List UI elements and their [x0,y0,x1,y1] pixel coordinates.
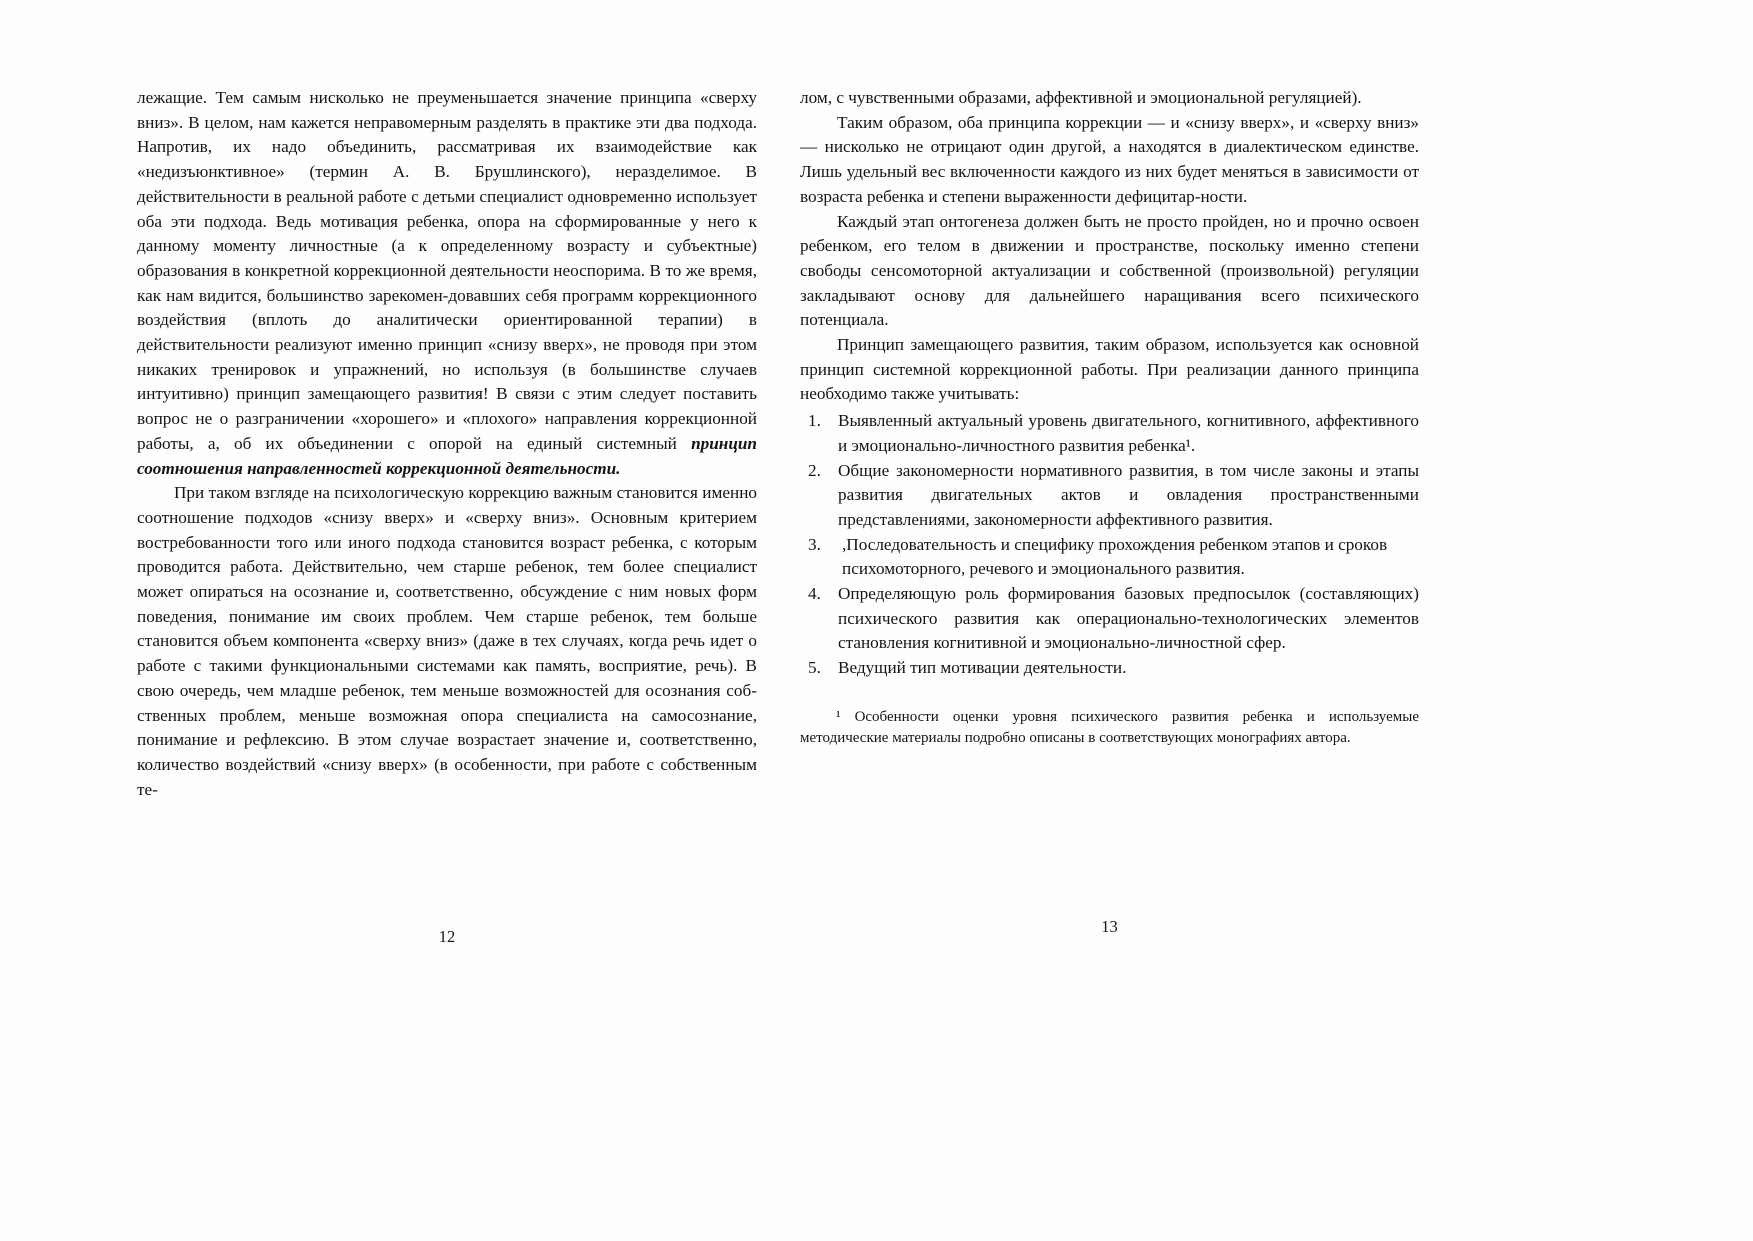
paragraph: Каждый этап онтогенеза должен быть не просто пройден, но и прочно освоен ребенком, его телом в движении и пространстве, поскольку именно степени свободы сенсомоторной актуализации и собственной (произвольной) регуляции закладывают основу для дальнейшего наращивания всего психического потенциала. [800,211,1419,330]
paragraph-text: лежащие. Тем самым нисколько не преуменьшается значение принципа «сверху вниз». В целом, нам кажется неправомерным разделять в практике эти два подхода. Напротив, их надо объединить, рассматривая их взаимодействие как «недизъюнктивное» (термин А. В. Брушлинского), неразделимое. В действительности в реальной работе с детьми специалист одновременно использует оба эти подхода. Ведь мотивация ребенка, опора на сформированные у него к данному моменту личностные (а к определенному возрасту и субъектные) образования в конкретной коррекционной деятельности неоспорима. В то же время, как нам видится, большинство зарекомен-довавших себя программ коррекционного воздействия (вплоть до аналитически ориентированной терапии) в действительности реализуют именно принцип «снизу вверх», не проводя при этом никаких тренировок и упражнений, но используя (в большинстве случаев интуитивно) принцип замещающего развития! В связи с этим следует поставить вопрос не о разграничении «хорошего» и «плохого» направления коррекционной работы, а, об их объединении с опорой на единый системный [137,88,757,453]
page-number: 12 [438,927,456,946]
list-item [800,409,1419,458]
paragraph: При таком взгляде на психологическую коррекцию важным становится именно соотношение подходов «снизу вверх» и «сверху вниз». Основным критерием востребованности того или иного подхода становится возраст ребенка, с которым проводится работа. Действительно, чем старше ребенок, тем более специалист может опираться на осознание и, соответственно, обсуждение с ним новых форм поведения, понимание им своих проблем. Чем старше ребенок, тем больше становится объем компонента «сверху вниз» (даже в тех случаях, когда речь идет о работе с такими функциональными системами как память, восприятие, речь). В свою очередь, чем младше ребенок, тем меньше возможностей для осознания соб-ственных проблем, меньше возможная опора специалиста на самосознание, понимание и рефлексию. В этом случае возрастает значение и, соответственно, количество воздействий «снизу вверх» (в особенности, при работе с собственным те- [137,483,757,799]
list-item [800,459,1419,533]
emphasis-text: принцип соотношения направленностей коррекционной деятельности. [137,433,757,478]
list-item-number: 3. [808,534,821,554]
list-item-text: Ведущий тип мотивации деятельности. [838,658,1127,678]
page-number: 13 [1101,917,1118,936]
paragraph: лом, с чувственными образами, аффективной и эмоциональной регуляцией). [800,88,1362,107]
list-item [800,582,1419,656]
list-item-text: Общие закономерности нормативного развития, в том числе законы и этапы развития двигательных актов и овладения пространственными представлениями, закономерности аффективного развития. [838,460,1419,529]
footnote: ¹ Особенности оценки уровня психического развития ребенка и используемые методические материалы подробно описаны в соответствующих монографиях автора. [800,708,1419,747]
list-item-number: 2. [808,460,821,480]
list-item-number: 5. [808,658,821,678]
paragraph [137,86,757,481]
list-item-text: Определяющую роль формирования базовых предпосылок (составляющих) психического развития как операционально-технологических элементов становления когнитивной и эмоционально-личностной сфер. [838,584,1419,653]
list-item [800,533,1419,582]
paragraph: Принцип замещающего развития, таким образом, используется как основной принцип системной коррекционной работы. При реализации данного принципа необходимо также учитывать: [800,335,1419,404]
list-item-number: 4. [808,584,821,604]
paragraph: Таким образом, оба принципа коррекции — и «снизу вверх», и «сверху вниз» — нисколько не отрицают один другой, а находятся в диалектическом единстве. Лишь удельный вес включенности каждого из них будет меняться в зависимости от возраста ребенка и степени выраженности дефицитар-ности. [800,112,1419,206]
page-right [800,86,1419,936]
list-item-text: Выявленный актуальный уровень двигательного, когнитивного, аффективного и эмоционально-личностного развития ребенка¹. [838,411,1419,455]
list-item-text: ,Последовательность и специфику прохождения ребенком этапов и сроков психомоторного, речевого и эмоционального развития. [842,534,1388,579]
list-item [800,656,1419,681]
list-item-number: 1. [808,411,821,431]
numbered-list [800,409,1419,681]
page-left [137,86,757,946]
